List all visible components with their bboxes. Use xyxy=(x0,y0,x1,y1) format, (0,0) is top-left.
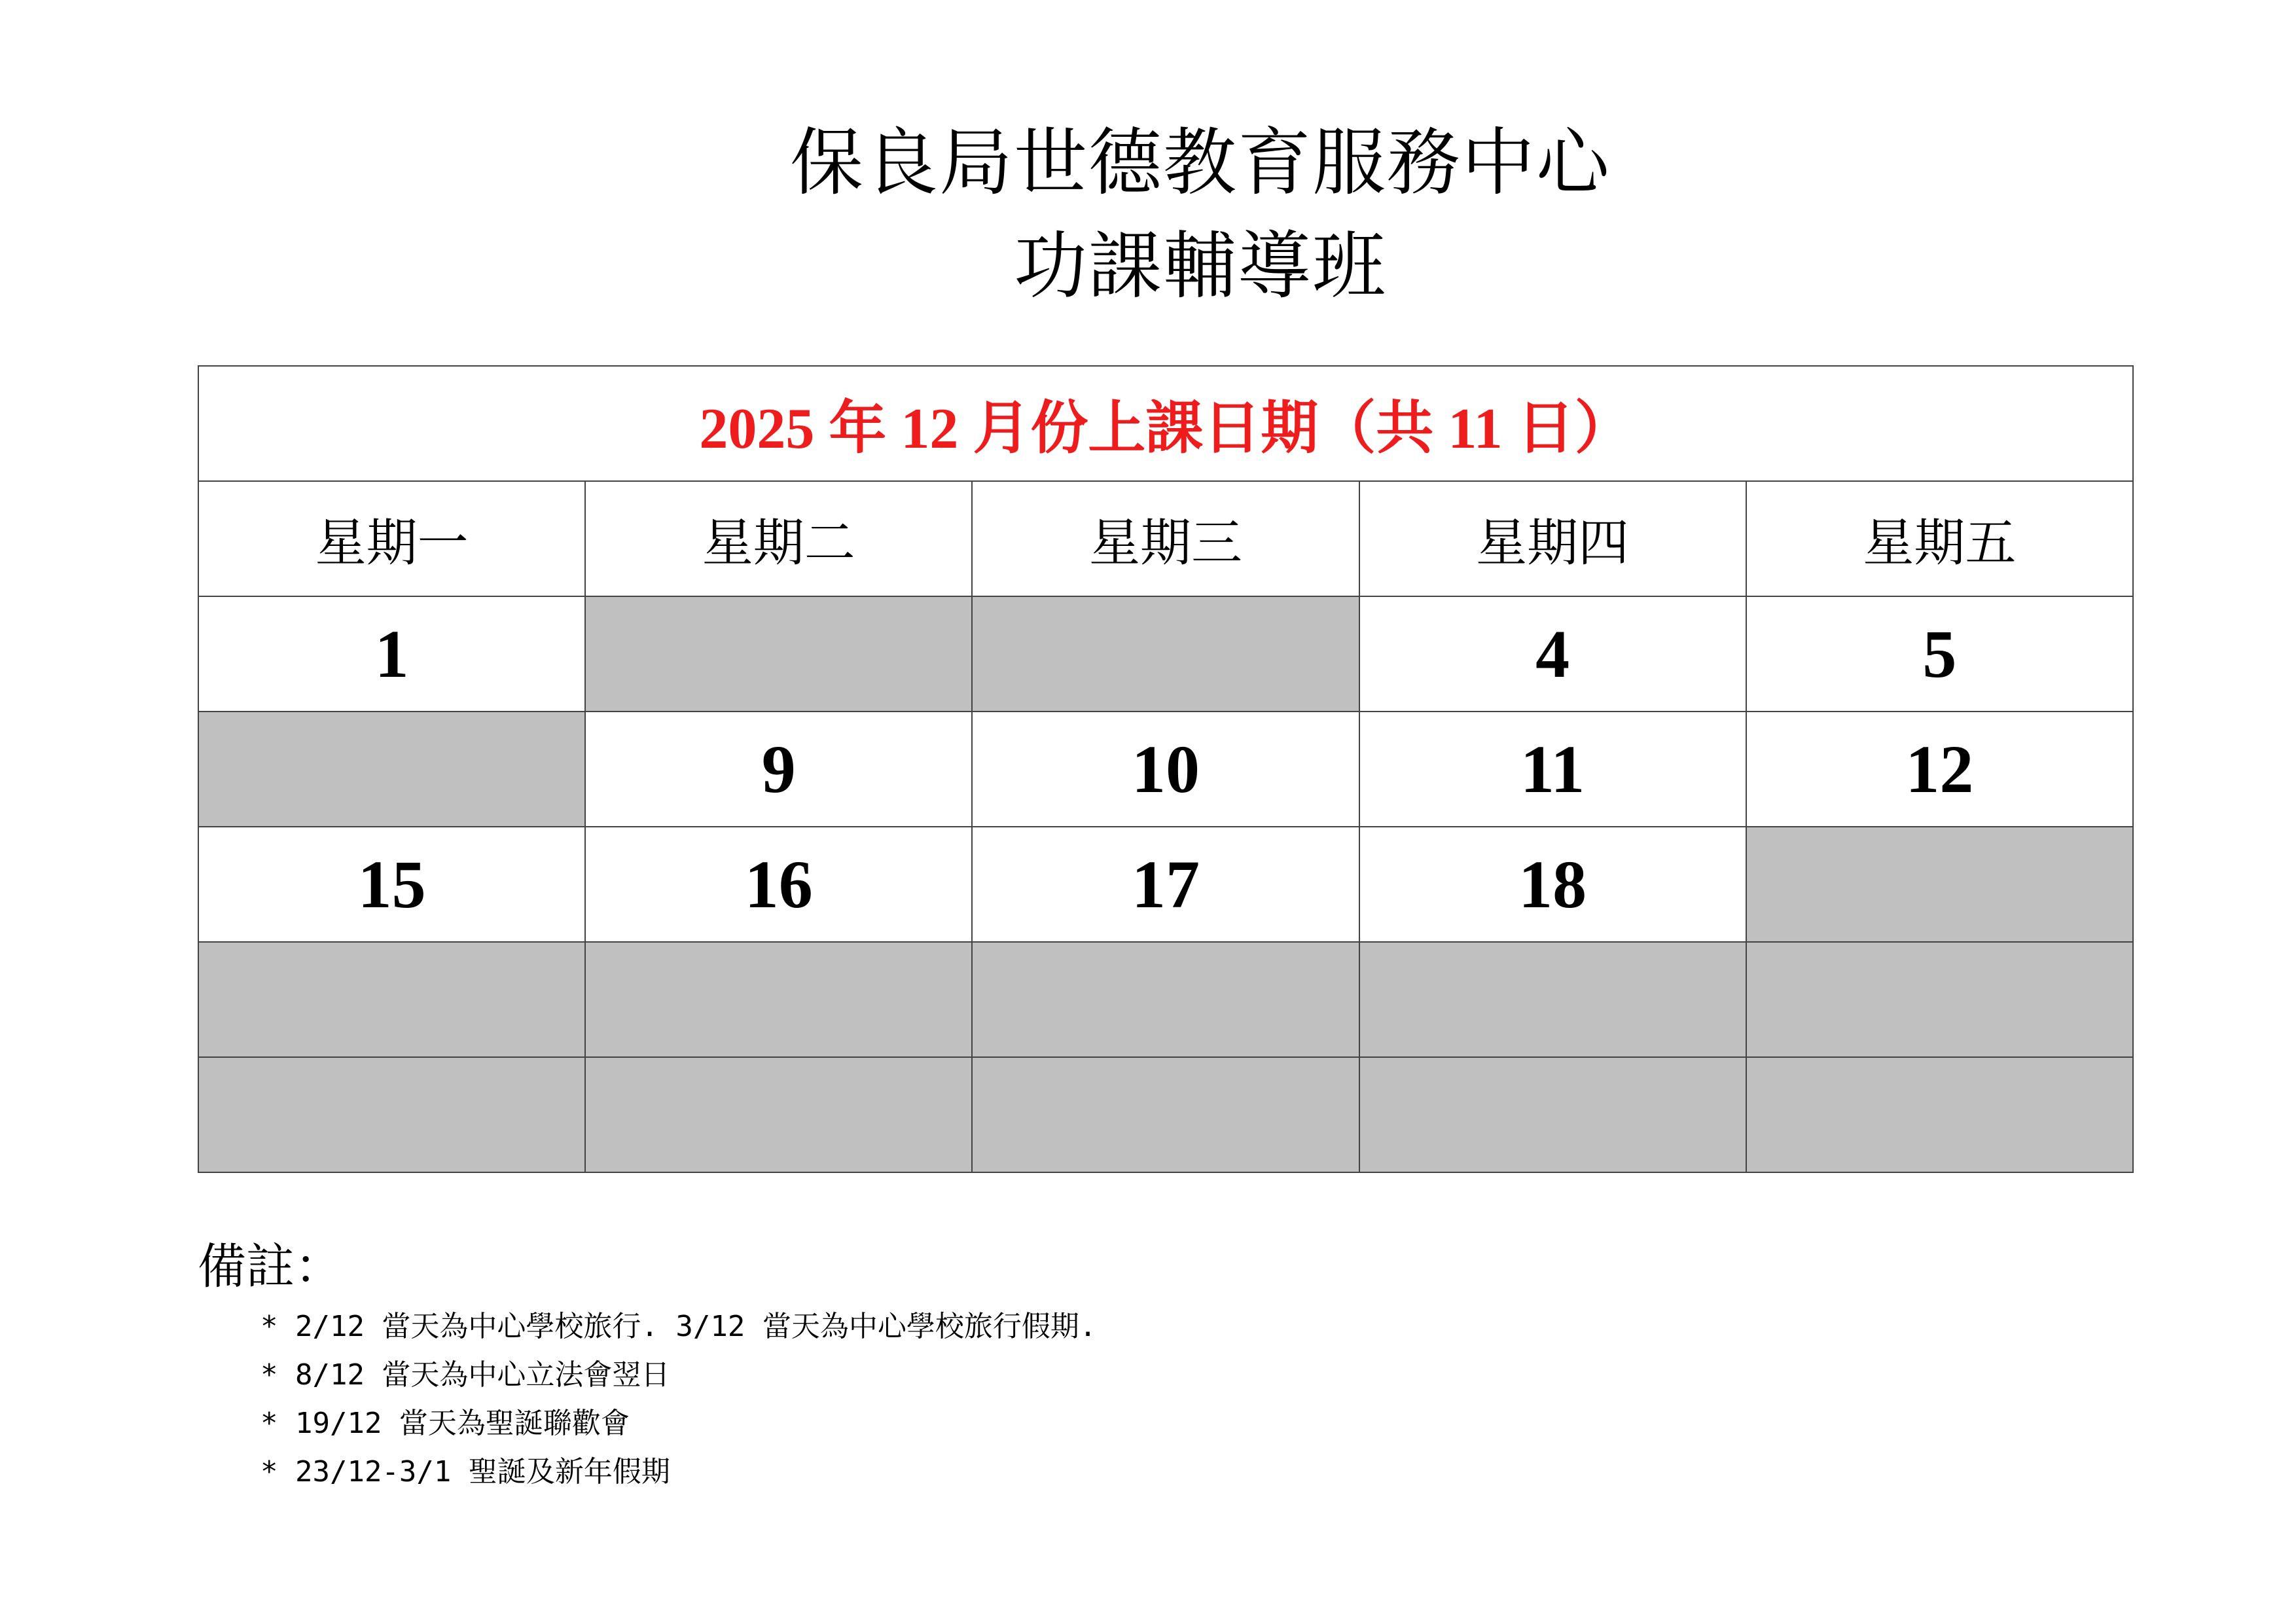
remark-item: * 2/12 當天為中心學校旅行. 3/12 當天為中心學校旅行假期. xyxy=(260,1310,1097,1343)
date-cell xyxy=(972,1057,1359,1172)
date-cell xyxy=(198,712,585,827)
date-cell: 16 xyxy=(585,827,972,942)
remarks-section xyxy=(198,1231,1096,1496)
date-cell: 18 xyxy=(1359,827,1746,942)
weekday-tuesday: 星期二 xyxy=(585,481,972,596)
date-cell xyxy=(198,1057,585,1172)
date-cell: 11 xyxy=(1359,712,1746,827)
date-cell xyxy=(1746,827,2133,942)
remark-item: * 19/12 當天為聖誕聯歡會 xyxy=(260,1407,630,1440)
weekday-thursday: 星期四 xyxy=(1359,481,1746,596)
week-row-3 xyxy=(198,827,2133,942)
date-cell xyxy=(585,942,972,1057)
date-cell xyxy=(1746,942,2133,1057)
schedule-caption: 2025 年 12 月份上課日期（共 11 日） xyxy=(198,366,2133,481)
remarks-title: 備註： xyxy=(198,1238,343,1295)
date-cell: 10 xyxy=(972,712,1359,827)
date-cell: 1 xyxy=(198,596,585,712)
date-cell xyxy=(972,596,1359,712)
remarks-list xyxy=(198,1303,1096,1496)
date-cell: 9 xyxy=(585,712,972,827)
page-header xyxy=(0,111,2296,318)
week-row-1 xyxy=(198,596,2133,712)
date-cell xyxy=(1359,942,1746,1057)
class-title: 功課輔導班 xyxy=(1014,224,1387,309)
weekday-header-row xyxy=(198,481,2133,596)
week-row-2 xyxy=(198,712,2133,827)
date-cell xyxy=(1746,1057,2133,1172)
date-cell: 4 xyxy=(1359,596,1746,712)
remark-item: * 23/12-3/1 聖誕及新年假期 xyxy=(260,1455,670,1489)
date-cell xyxy=(1359,1057,1746,1172)
date-cell xyxy=(198,942,585,1057)
class-schedule-table xyxy=(198,365,2134,1173)
remark-item: * 8/12 當天為中心立法會翌日 xyxy=(260,1358,670,1392)
week-row-4 xyxy=(198,942,2133,1057)
date-cell: 12 xyxy=(1746,712,2133,827)
weekday-friday: 星期五 xyxy=(1746,481,2133,596)
weekday-wednesday: 星期三 xyxy=(972,481,1359,596)
date-cell: 15 xyxy=(198,827,585,942)
weekday-monday: 星期一 xyxy=(198,481,585,596)
date-cell xyxy=(585,1057,972,1172)
date-cell: 5 xyxy=(1746,596,2133,712)
week-row-5 xyxy=(198,1057,2133,1172)
date-cell: 17 xyxy=(972,827,1359,942)
date-cell xyxy=(972,942,1359,1057)
date-cell xyxy=(585,596,972,712)
organization-title: 保良局世德教育服務中心 xyxy=(790,120,1611,206)
caption-row xyxy=(198,366,2133,481)
